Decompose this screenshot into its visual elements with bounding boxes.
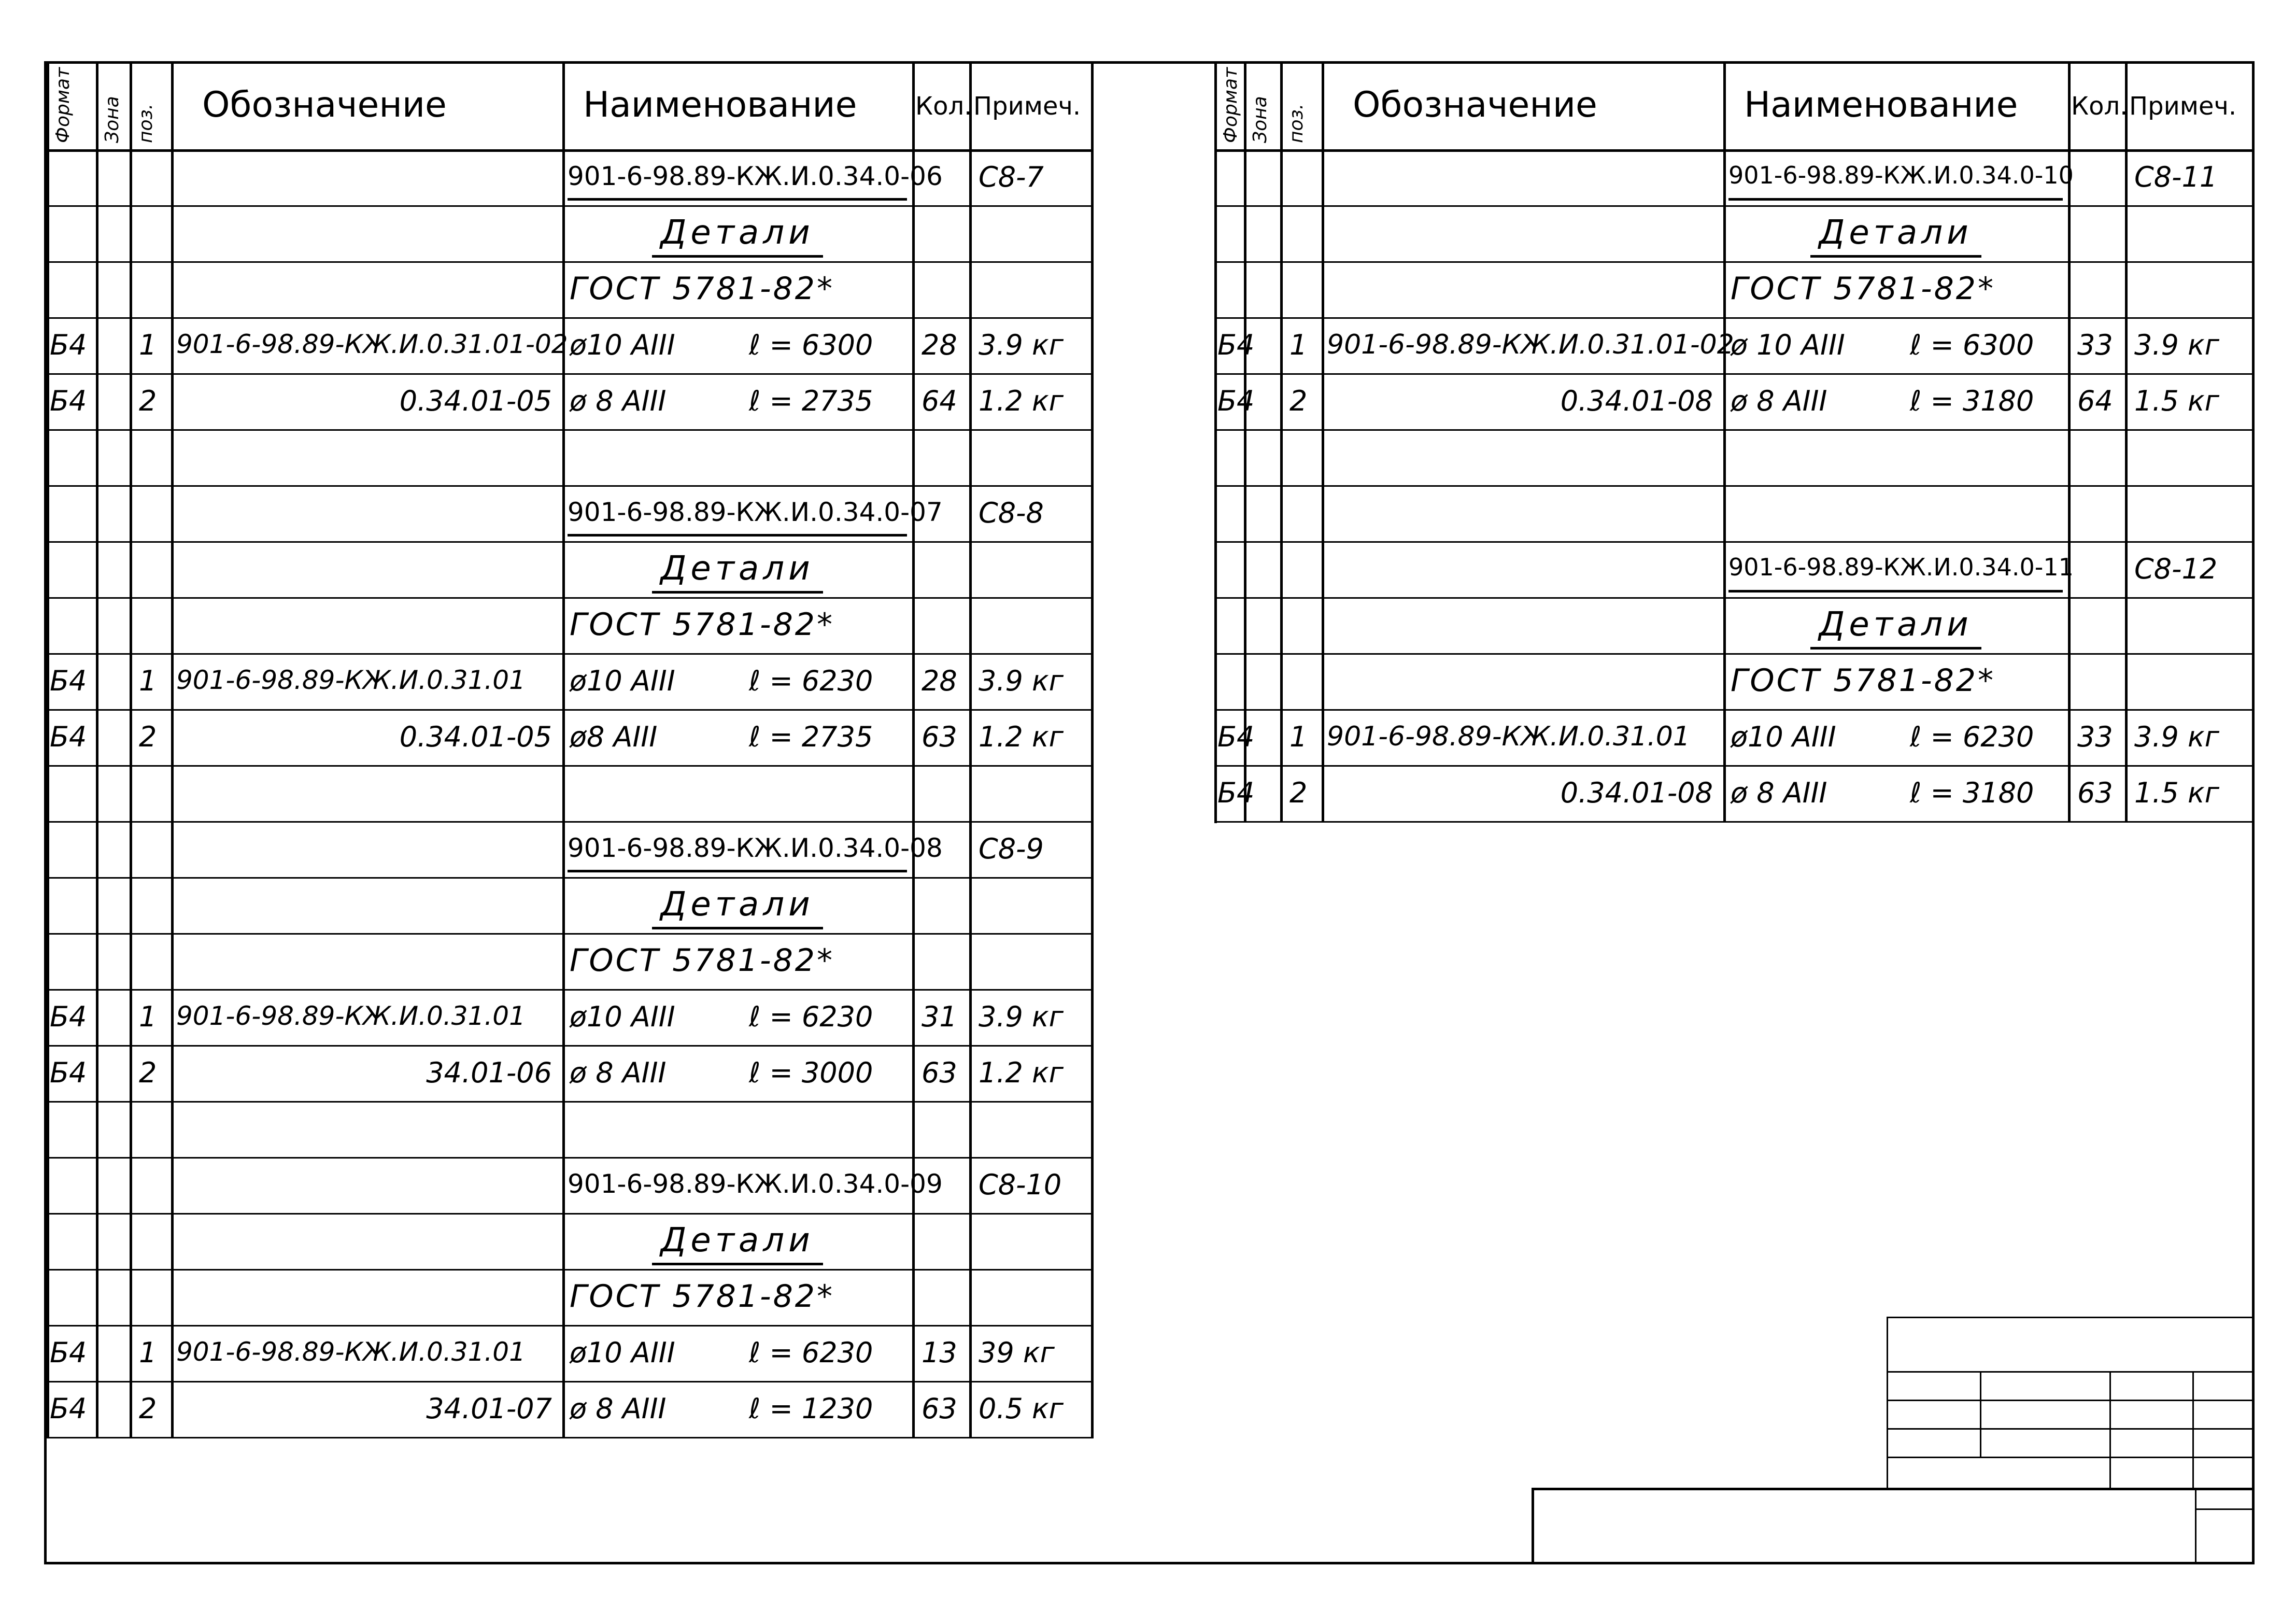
row-document-ref: 901-6-98.89-КЖ.И.0.34.0-10 — [1728, 161, 2074, 189]
row-line — [47, 1045, 1094, 1047]
doc-underline — [1728, 590, 2063, 592]
section-underline — [1810, 255, 1981, 258]
row-document-ref: 901-6-98.89-КЖ.И.0.34.0-06 — [568, 161, 943, 191]
row-bar-size: ø 8 АIII — [1731, 385, 1827, 417]
row-line — [47, 485, 1094, 487]
row-note: С8-7 — [979, 161, 1044, 193]
row-bar-size: ø 8 АIII — [570, 1056, 667, 1089]
row-note: 39 кг — [979, 1336, 1055, 1369]
section-underline — [652, 1263, 823, 1265]
row-qty: 13 — [922, 1336, 957, 1369]
row-document-ref: 901-6-98.89-КЖ.И.0.34.0-11 — [1728, 553, 2074, 581]
row-line — [47, 1381, 1094, 1382]
row-designation: 0.34.01-05 — [399, 721, 552, 753]
row-pos: 1 — [139, 1000, 157, 1033]
row-line — [47, 709, 1094, 711]
header-top-line — [1214, 61, 2255, 64]
row-pos: 1 — [1289, 329, 1308, 361]
row-length: ℓ = 6230 — [1910, 721, 2034, 753]
row-line — [1214, 205, 2255, 207]
row-note: 1.2 кг — [979, 385, 1064, 417]
doc-underline — [568, 534, 907, 537]
row-designation: 901-6-98.89-КЖ.И.0.31.01 — [1327, 721, 1690, 752]
row-section-title: Детали — [660, 885, 814, 924]
row-qty: 33 — [2077, 329, 2113, 361]
row-format: Б4 — [50, 1000, 87, 1033]
row-note: 3.9 кг — [2134, 329, 2220, 361]
row-pos: 2 — [1289, 777, 1308, 809]
row-format: Б4 — [1217, 721, 1255, 753]
row-pos: 2 — [139, 1056, 157, 1089]
row-designation: 901-6-98.89-КЖ.И.0.31.01-02 — [1327, 329, 1734, 360]
row-line — [1214, 541, 2255, 543]
column-line — [171, 61, 174, 1437]
row-length: ℓ = 6300 — [1910, 329, 2034, 361]
row-line — [47, 429, 1094, 431]
row-designation: 34.01-06 — [426, 1056, 552, 1089]
doc-underline — [1728, 198, 2063, 201]
row-qty: 63 — [922, 1056, 957, 1089]
row-note: 3.9 кг — [2134, 721, 2220, 753]
row-length: ℓ = 1230 — [749, 1392, 873, 1425]
header-designation: Обозначение — [202, 84, 447, 125]
header-qty: Кол. — [2071, 92, 2128, 121]
row-designation: 901-6-98.89-КЖ.И.0.31.01 — [176, 1001, 526, 1031]
row-note: 1.2 кг — [979, 721, 1064, 753]
header-zone: Зона — [1250, 96, 1271, 143]
row-line — [47, 877, 1094, 879]
column-line — [969, 61, 972, 1437]
row-bar-size: ø 8 АIII — [570, 385, 667, 417]
row-line — [1214, 821, 2255, 823]
header-format: Формат — [1220, 67, 1241, 143]
row-bar-size: ø8 АIII — [570, 721, 658, 753]
row-line — [1214, 653, 2255, 655]
row-format: Б4 — [50, 1392, 87, 1425]
row-line — [47, 261, 1094, 263]
row-format: Б4 — [1217, 329, 1255, 361]
row-length: ℓ = 6230 — [749, 1000, 873, 1033]
row-standard: ГОСТ 5781-82* — [1731, 662, 1995, 699]
row-qty: 33 — [2077, 721, 2113, 753]
row-standard: ГОСТ 5781-82* — [570, 271, 834, 307]
row-pos: 1 — [1289, 721, 1308, 753]
section-underline — [1810, 647, 1981, 650]
row-line — [47, 653, 1094, 655]
row-section-title: Детали — [660, 1221, 814, 1260]
header-note: Примеч. — [973, 92, 1081, 121]
row-note: 3.9 кг — [979, 329, 1064, 361]
row-note: 1.5 кг — [2134, 385, 2220, 417]
header-bottom-line — [1214, 149, 2255, 152]
column-line — [1091, 61, 1094, 1437]
row-qty: 31 — [922, 1000, 957, 1033]
row-qty: 28 — [922, 665, 957, 697]
row-format: Б4 — [50, 329, 87, 361]
row-designation: 0.34.01-08 — [1560, 385, 1713, 417]
row-note: 0.5 кг — [979, 1392, 1064, 1425]
header-pos: поз. — [135, 103, 157, 143]
column-line — [1244, 61, 1246, 821]
row-designation: 901-6-98.89-КЖ.И.0.31.01 — [176, 665, 526, 695]
row-format: Б4 — [1217, 385, 1255, 417]
row-format: Б4 — [1217, 777, 1255, 809]
column-line — [912, 61, 915, 1437]
row-line — [47, 989, 1094, 991]
header-top-line — [47, 61, 1094, 64]
section-underline — [652, 927, 823, 929]
doc-underline — [568, 198, 907, 201]
header-designation: Обозначение — [1353, 84, 1597, 125]
column-line — [1214, 61, 1217, 821]
row-line — [1214, 429, 2255, 431]
row-length: ℓ = 6300 — [749, 329, 873, 361]
frame-bottom — [44, 1562, 2255, 1564]
row-length: ℓ = 2735 — [749, 721, 873, 753]
row-pos: 2 — [139, 385, 157, 417]
header-name: Наименование — [1744, 84, 2018, 125]
row-note: С8-8 — [979, 497, 1044, 529]
row-line — [1214, 261, 2255, 263]
row-bar-size: ø 8 АIII — [1731, 777, 1827, 809]
row-length: ℓ = 3000 — [749, 1056, 873, 1089]
row-qty: 63 — [922, 1392, 957, 1425]
column-line — [47, 61, 49, 1437]
row-qty: 63 — [2077, 777, 2113, 809]
column-line — [2125, 61, 2128, 821]
row-section-title: Детали — [660, 214, 814, 252]
row-designation: 901-6-98.89-КЖ.И.0.31.01-02 — [176, 329, 568, 359]
row-format: Б4 — [50, 1336, 87, 1369]
row-line — [1214, 317, 2255, 319]
row-line — [1214, 709, 2255, 711]
row-line — [47, 1101, 1094, 1103]
header-zone: Зона — [102, 96, 123, 143]
column-line — [96, 61, 98, 1437]
row-note: 3.9 кг — [979, 665, 1064, 697]
row-line — [1214, 597, 2255, 599]
header-note: Примеч. — [2129, 92, 2237, 121]
row-pos: 1 — [139, 665, 157, 697]
row-standard: ГОСТ 5781-82* — [570, 1278, 834, 1315]
row-bar-size: ø10 АIII — [570, 329, 675, 361]
row-line — [47, 821, 1094, 823]
row-line — [47, 933, 1094, 935]
column-line — [1723, 61, 1726, 821]
row-line — [1214, 765, 2255, 767]
row-line — [47, 205, 1094, 207]
row-length: ℓ = 2735 — [749, 385, 873, 417]
section-underline — [652, 255, 823, 258]
row-format: Б4 — [50, 665, 87, 697]
row-section-title: Детали — [1819, 605, 1973, 644]
column-line — [130, 61, 132, 1437]
row-pos: 1 — [139, 329, 157, 361]
row-pos: 1 — [139, 1336, 157, 1369]
row-qty: 28 — [922, 329, 957, 361]
row-document-ref: 901-6-98.89-КЖ.И.0.34.0-07 — [568, 497, 943, 527]
row-note: С8-11 — [2134, 161, 2218, 193]
row-format: Б4 — [50, 721, 87, 753]
row-line — [47, 1269, 1094, 1271]
row-note: 1.5 кг — [2134, 777, 2220, 809]
row-line — [47, 373, 1094, 375]
row-bar-size: ø10 АIII — [570, 1000, 675, 1033]
row-standard: ГОСТ 5781-82* — [570, 606, 834, 643]
row-bar-size: ø10 АIII — [570, 665, 675, 697]
row-pos: 2 — [139, 721, 157, 753]
row-line — [47, 1157, 1094, 1159]
header-name: Наименование — [583, 84, 857, 125]
row-designation: 0.34.01-05 — [399, 385, 552, 417]
row-length: ℓ = 3180 — [1910, 777, 2034, 809]
row-bar-size: ø10 АIII — [1731, 721, 1836, 753]
row-bar-size: ø 10 АIII — [1731, 329, 1845, 361]
row-line — [47, 1437, 1094, 1438]
header-qty: Кол. — [915, 92, 972, 121]
row-bar-size: ø10 АIII — [570, 1336, 675, 1369]
row-line — [47, 541, 1094, 543]
row-designation: 901-6-98.89-КЖ.И.0.31.01 — [176, 1337, 526, 1367]
column-line — [2252, 61, 2255, 821]
column-line — [1280, 61, 1283, 821]
row-qty: 64 — [2077, 385, 2113, 417]
row-bar-size: ø 8 АIII — [570, 1392, 667, 1425]
column-line — [1322, 61, 1324, 821]
row-note: С8-12 — [2134, 553, 2218, 585]
row-length: ℓ = 6230 — [749, 1336, 873, 1369]
row-section-title: Детали — [1819, 214, 1973, 252]
row-qty: 63 — [922, 721, 957, 753]
row-section-title: Детали — [660, 549, 814, 588]
row-note: С8-9 — [979, 832, 1044, 865]
row-line — [47, 597, 1094, 599]
row-note: 1.2 кг — [979, 1056, 1064, 1089]
row-designation: 34.01-07 — [426, 1392, 552, 1425]
row-line — [1214, 485, 2255, 487]
row-document-ref: 901-6-98.89-КЖ.И.0.34.0-09 — [568, 1169, 943, 1199]
row-document-ref: 901-6-98.89-КЖ.И.0.34.0-08 — [568, 833, 943, 863]
row-line — [47, 317, 1094, 319]
header-bottom-line — [47, 149, 1094, 152]
row-standard: ГОСТ 5781-82* — [1731, 271, 1995, 307]
header-pos: поз. — [1286, 103, 1307, 143]
row-line — [47, 1325, 1094, 1326]
header-format: Формат — [52, 67, 74, 143]
section-underline — [652, 591, 823, 594]
doc-underline — [568, 870, 907, 872]
row-pos: 2 — [1289, 385, 1308, 417]
row-line — [47, 1213, 1094, 1215]
row-pos: 2 — [139, 1392, 157, 1425]
row-line — [47, 765, 1094, 767]
row-note: С8-10 — [979, 1168, 1062, 1201]
row-length: ℓ = 3180 — [1910, 385, 2034, 417]
row-line — [1214, 373, 2255, 375]
row-length: ℓ = 6230 — [749, 665, 873, 697]
row-standard: ГОСТ 5781-82* — [570, 942, 834, 979]
row-format: Б4 — [50, 1056, 87, 1089]
row-qty: 64 — [922, 385, 957, 417]
row-note: 3.9 кг — [979, 1000, 1064, 1033]
row-designation: 0.34.01-08 — [1560, 777, 1713, 809]
row-format: Б4 — [50, 385, 87, 417]
